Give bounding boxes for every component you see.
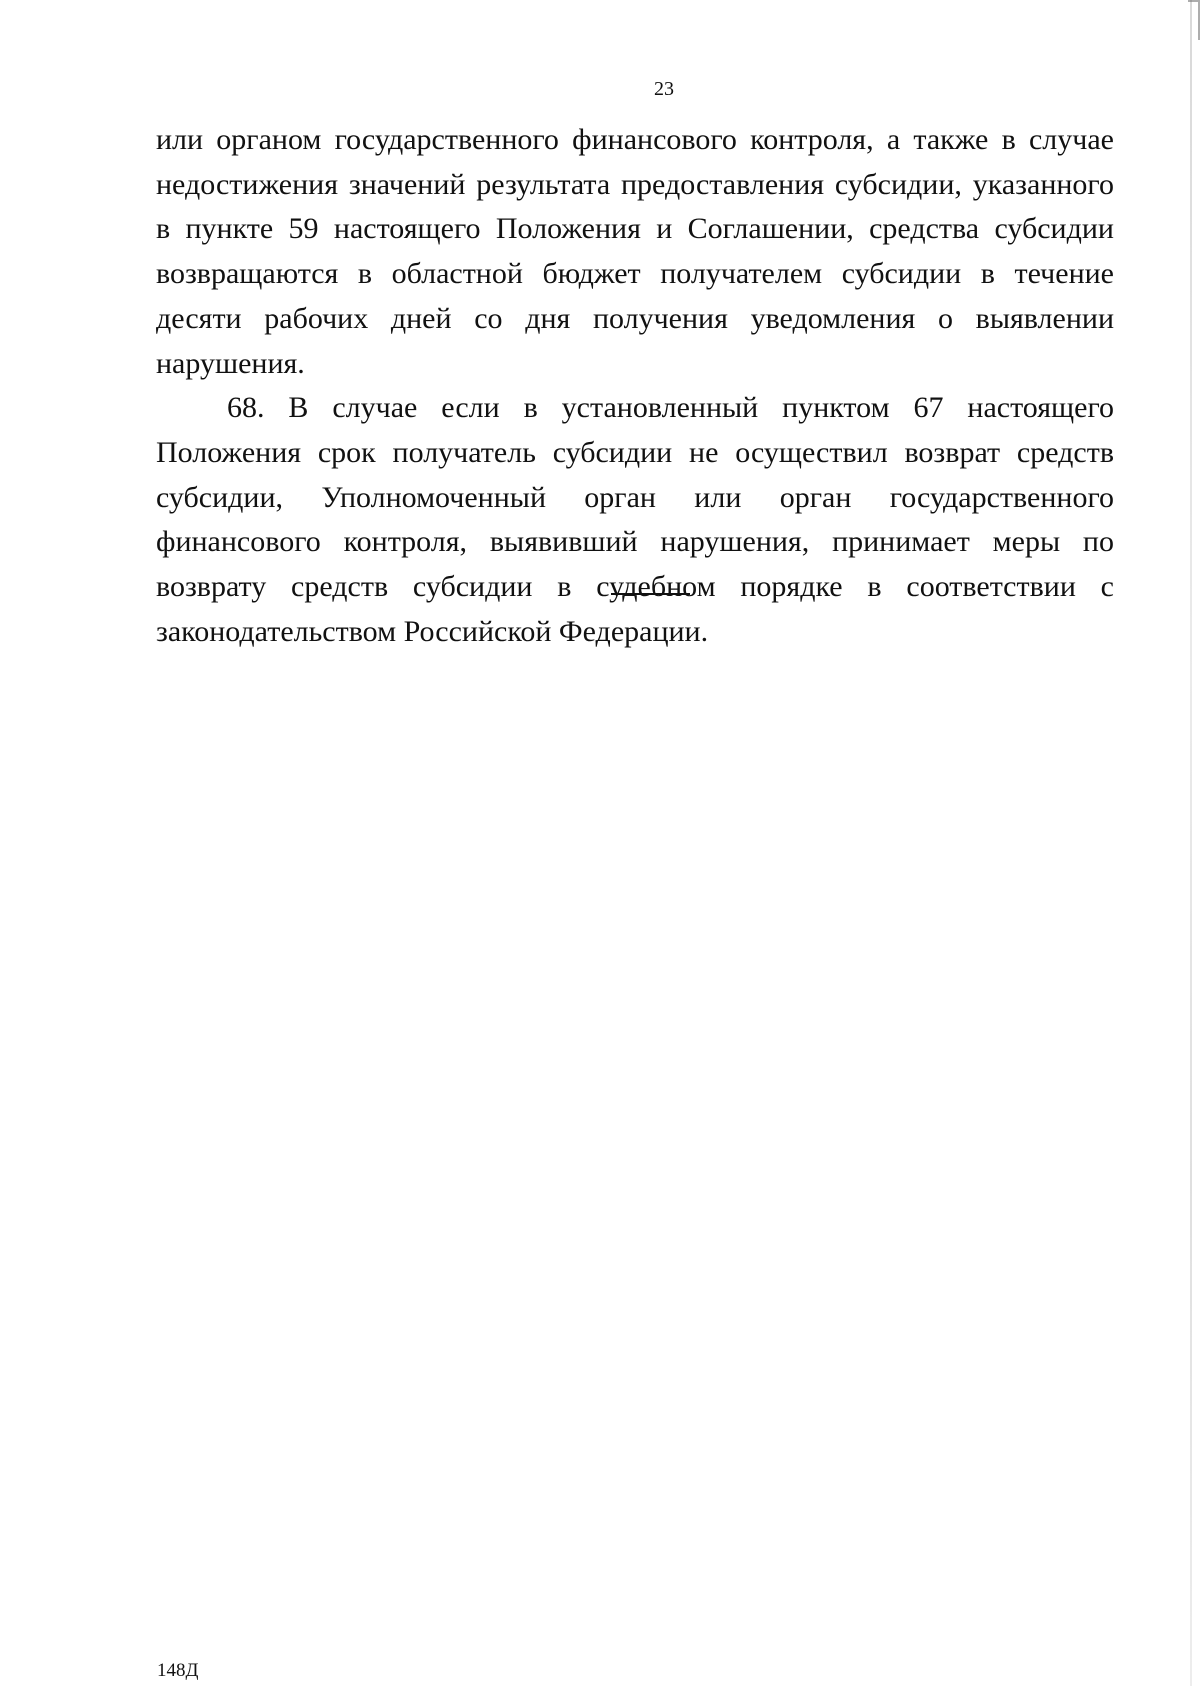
- end-of-text-rule: [611, 593, 690, 595]
- scan-edge: [1190, 0, 1192, 1686]
- document-code: 148Д: [157, 1660, 199, 1681]
- paragraph-continuation: или органом государственного финансового контроля, а также в случае недостижения значений результата предоставления субсидии, указанного в пункте 59 настоящего Положения и Соглашении, средства субсидии возвращаются в областной бюджет получателем субсидии в течение десяти рабочих дней со дня получения уведомления о выявлении нарушения.: [156, 123, 1114, 380]
- page-number: 23: [654, 78, 674, 100]
- document-body: [156, 118, 1114, 654]
- scan-corner-mark: [1188, 0, 1200, 40]
- paragraph-68: 68. В случае если в установленный пунктом 67 настоящего Положения срок получатель субсидии не осуществил возврат средств субсидии, Уполномоченный орган или орган государственного финансового контроля, выявивший нарушения, принимает меры по возврату средств субсидии в судебном порядке в соответствии с законодательством Российской Федерации.: [156, 391, 1114, 648]
